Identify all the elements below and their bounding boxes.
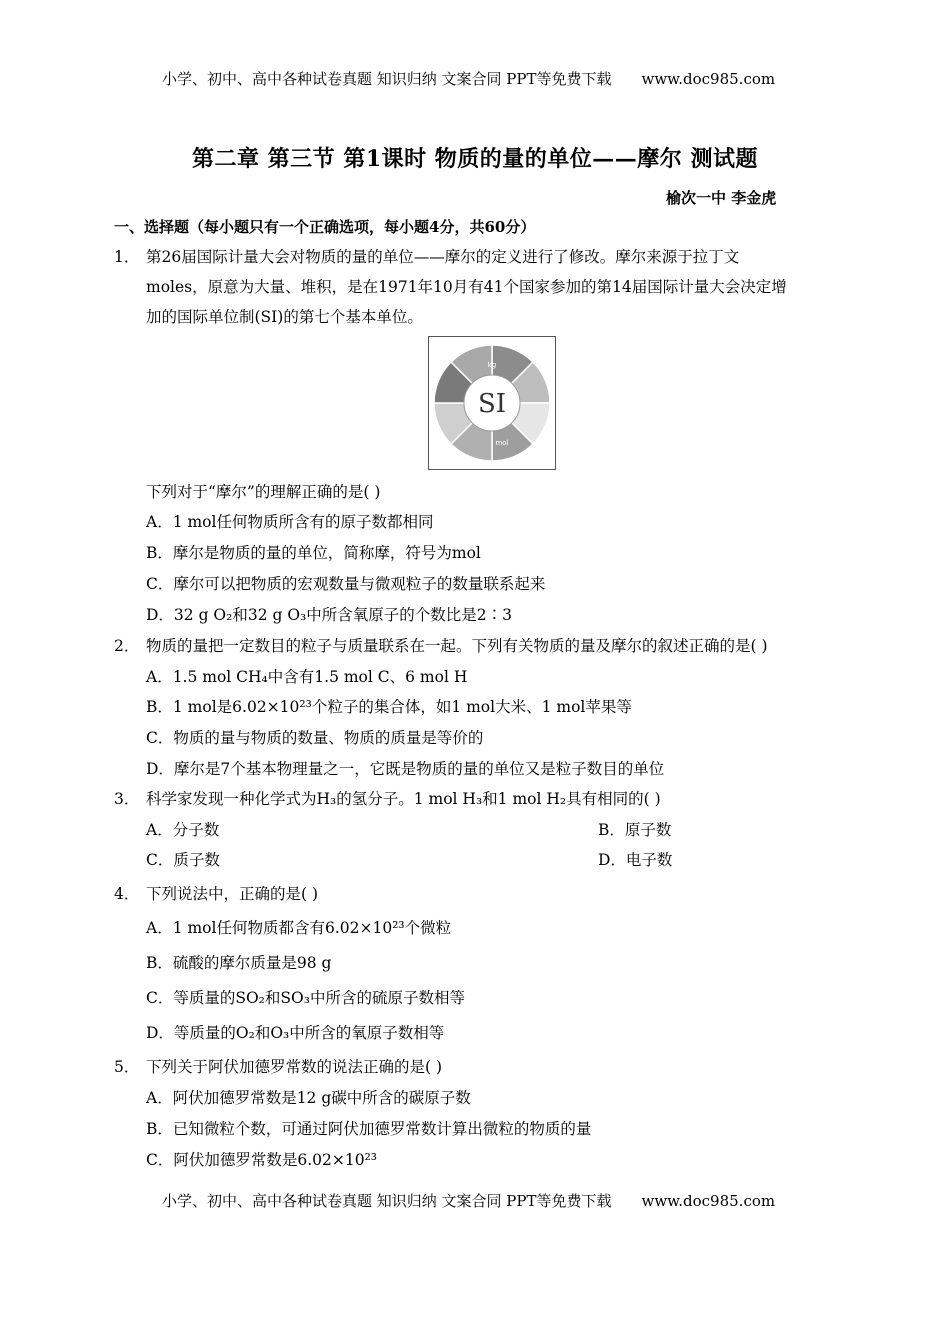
question-5-stem: 下列关于阿伏加德罗常数的说法正确的是( ): [146, 1058, 443, 1076]
question-2-stem: 物质的量把一定数目的粒子与质量联系在一起。下列有关物质的量及摩尔的叙述正确的是( ): [146, 637, 768, 655]
question-5-option-a[interactable]: A．阿伏加德罗常数是12 g碳中所含的碳原子数: [146, 1089, 471, 1107]
question-2-option-b[interactable]: B．1 mol是6.02×10²³个粒子的集合体，如1 mol大米、1 mol苹果等: [146, 698, 632, 716]
si-segment-label-mol: mol: [495, 439, 509, 447]
question-1-option-d[interactable]: D．32 g O₂和32 g O₃中所含氧原子的个数比是2∶3: [146, 606, 512, 624]
question-3-option-a[interactable]: A．分子数: [146, 821, 220, 839]
question-5-option-b[interactable]: B．已知微粒个数，可通过阿伏加德罗常数计算出微粒的物质的量: [146, 1120, 592, 1138]
question-1-stem-line-1: 第26届国际计量大会对物质的量的单位——摩尔的定义进行了修改。摩尔来源于拉丁文: [146, 248, 740, 266]
question-3-number: 3．: [114, 790, 140, 808]
question-1-option-b[interactable]: B．摩尔是物质的量的单位，简称摩，符号为mol: [146, 544, 481, 562]
question-1-stem-line-2: moles，原意为大量、堆积，是在1971年10月有41个国家参加的第14届国际计量大会决定增: [146, 278, 787, 296]
question-1-option-a[interactable]: A．1 mol任何物质所含有的原子数都相同: [146, 513, 434, 531]
question-2-option-d[interactable]: D．摩尔是7个基本物理量之一，它既是物质的量的单位又是粒子数目的单位: [146, 760, 665, 778]
question-4-option-d[interactable]: D．等质量的O₂和O₃中所含的氧原子数相等: [146, 1024, 445, 1042]
question-2-number: 2．: [114, 637, 140, 655]
author-line: 榆次一中 李金虎: [666, 189, 777, 207]
footer-url[interactable]: www.doc985.com: [641, 1192, 776, 1210]
si-segment-label-kg: kg: [487, 361, 497, 369]
question-4-option-b[interactable]: B．硫酸的摩尔质量是98 g: [146, 954, 332, 972]
question-3-option-b[interactable]: B．原子数: [598, 821, 672, 839]
si-units-diagram: [428, 336, 556, 470]
question-1-prompt: 下列对于“摩尔”的理解正确的是( ): [146, 483, 381, 501]
question-3-option-d[interactable]: D．电子数: [598, 851, 673, 869]
footer-text: 小学、初中、高中各种试卷真题 知识归纳 文案合同 PPT等免费下载: [162, 1192, 612, 1210]
question-1-stem-line-3: 加的国际单位制(SI)的第七个基本单位。: [146, 308, 423, 326]
document-title: 第二章 第三节 第1课时 物质的量的单位——摩尔 测试题: [192, 146, 758, 172]
question-1-number: 1．: [114, 248, 140, 266]
question-4-number: 4．: [114, 885, 140, 903]
section-heading: 一、选择题（每小题只有一个正确选项，每小题4分，共60分）: [114, 218, 536, 236]
question-2-option-c[interactable]: C．物质的量与物质的数量、物质的质量是等价的: [146, 729, 484, 747]
page-header: [162, 68, 862, 89]
page-footer: [162, 1190, 862, 1211]
header-text: 小学、初中、高中各种试卷真题 知识归纳 文案合同 PPT等免费下载: [162, 70, 612, 88]
question-4-option-c[interactable]: C．等质量的SO₂和SO₃中所含的硫原子数相等: [146, 989, 465, 1007]
question-1-option-c[interactable]: C．摩尔可以把物质的宏观数量与微观粒子的数量联系起来: [146, 575, 546, 593]
question-3-stem: 科学家发现一种化学式为H₃的氢分子。1 mol H₃和1 mol H₂具有相同的( ): [146, 790, 661, 808]
question-4-option-a[interactable]: A．1 mol任何物质都含有6.02×10²³个微粒: [146, 919, 452, 937]
question-2-option-a[interactable]: A．1.5 mol CH₄中含有1.5 mol C、6 mol H: [146, 668, 468, 686]
question-3-option-c[interactable]: C．质子数: [146, 851, 220, 869]
si-center-label: SI: [477, 389, 507, 419]
question-5-number: 5．: [114, 1058, 140, 1076]
question-4-stem: 下列说法中，正确的是( ): [146, 885, 319, 903]
question-5-option-c[interactable]: C．阿伏加德罗常数是6.02×10²³: [146, 1151, 378, 1169]
header-url[interactable]: www.doc985.com: [641, 70, 776, 88]
